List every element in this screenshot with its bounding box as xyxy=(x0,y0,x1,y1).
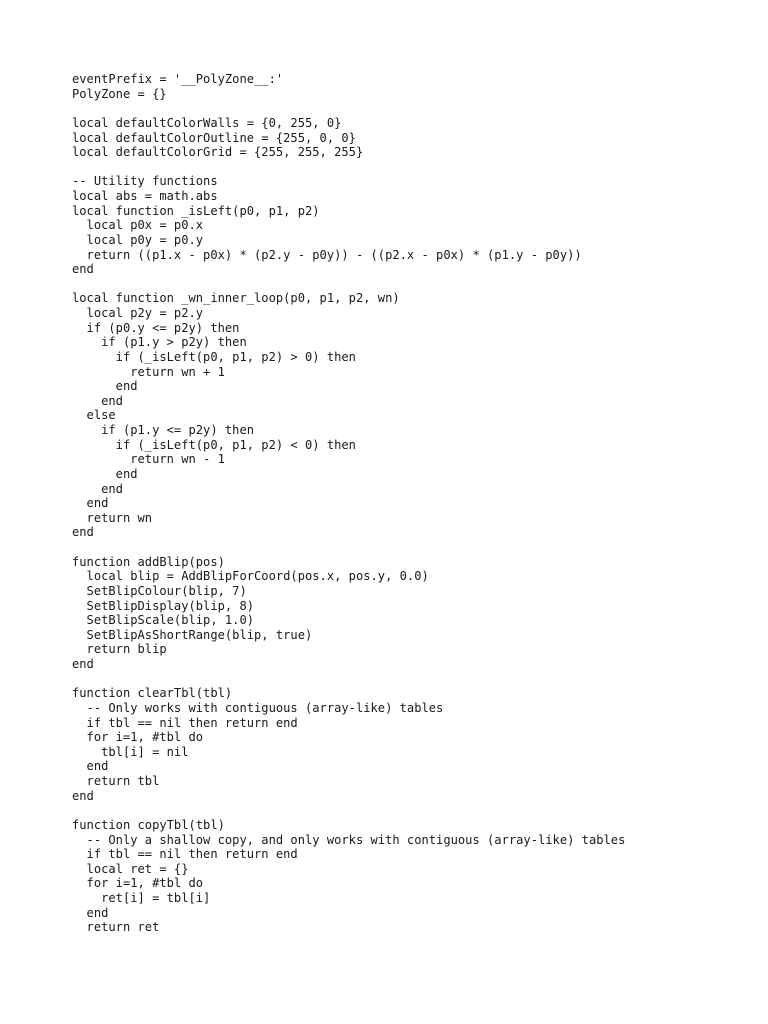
code-line: SetBlipDisplay(blip, 8) xyxy=(72,598,255,613)
code-line: return ((p1.x - p0x) * (p2.y - p0y)) - ((p2.x - p0x) * (p1.y - p0y)) xyxy=(72,247,582,262)
code-line: end xyxy=(72,393,123,408)
code-line: return blip xyxy=(72,642,167,657)
code-line: else xyxy=(72,408,116,423)
code-line: end xyxy=(72,759,109,774)
code-line: -- Utility functions xyxy=(72,174,218,189)
code-line: local abs = math.abs xyxy=(72,189,218,203)
code-line: local defaultColorOutline = {255, 0, 0} xyxy=(72,130,356,145)
code-line: return wn - 1 xyxy=(72,452,225,467)
code-line: for i=1, #tbl do xyxy=(72,876,204,891)
code-line: if tbl == nil then return end xyxy=(72,847,298,862)
code-line: PolyZone = {} xyxy=(72,86,167,101)
code-line: local defaultColorGrid = {255, 255, 255} xyxy=(72,145,364,160)
code-line: end xyxy=(72,496,109,511)
code-line xyxy=(72,101,625,116)
code-line: if (_isLeft(p0, p1, p2) < 0) then xyxy=(72,437,356,452)
code-line: function addBlip(pos) xyxy=(72,554,225,569)
code-line: return wn xyxy=(72,510,153,525)
code-line: local blip = AddBlipForCoord(pos.x, pos.y, 0.0) xyxy=(72,569,429,584)
code-line: end xyxy=(72,905,109,920)
code-line: local function _wn_inner_loop(p0, p1, p2, wn) xyxy=(72,291,400,306)
code-line: local p2y = p2.y xyxy=(72,306,204,320)
code-line: function copyTbl(tbl) xyxy=(72,817,225,832)
code-line: return ret xyxy=(72,920,160,935)
code-line: local ret = {} xyxy=(72,861,189,876)
code-line: if (p1.y > p2y) then xyxy=(72,335,247,350)
code-line: if (p0.y <= p2y) then xyxy=(72,320,240,335)
code-line xyxy=(72,672,625,687)
code-line: local defaultColorWalls = {0, 255, 0} xyxy=(72,115,342,130)
code-line: end xyxy=(72,788,94,803)
code-line: local p0x = p0.x xyxy=(72,218,204,233)
code-line: local function _isLeft(p0, p1, p2) xyxy=(72,203,320,218)
code-line: end xyxy=(72,379,138,394)
code-line xyxy=(72,277,625,292)
code-line: ret[i] = tbl[i] xyxy=(72,891,211,905)
code-line: end xyxy=(72,466,138,481)
code-line: end xyxy=(72,525,94,540)
code-line: if (_isLeft(p0, p1, p2) > 0) then xyxy=(72,349,356,364)
code-line: if (p1.y <= p2y) then xyxy=(72,423,255,437)
code-line: return wn + 1 xyxy=(72,364,225,379)
code-line: end xyxy=(72,481,123,496)
code-line: end xyxy=(72,657,94,671)
code-line: SetBlipAsShortRange(blip, true) xyxy=(72,627,313,642)
code-line: eventPrefix = '__PolyZone__:' xyxy=(72,72,284,86)
code-line xyxy=(72,540,625,555)
code-line xyxy=(72,803,625,818)
code-line: SetBlipColour(blip, 7) xyxy=(72,583,247,598)
code-line: return tbl xyxy=(72,774,160,788)
code-line: SetBlipScale(blip, 1.0) xyxy=(72,613,255,628)
code-line: function clearTbl(tbl) xyxy=(72,686,233,701)
code-line: for i=1, #tbl do xyxy=(72,730,204,745)
code-line: end xyxy=(72,262,94,277)
code-line: if tbl == nil then return end xyxy=(72,715,298,730)
code-line: tbl[i] = nil xyxy=(72,744,189,759)
code-line: -- Only a shallow copy, and only works with contiguous (array-like) tables xyxy=(72,832,626,847)
code-listing xyxy=(72,72,625,935)
code-line: local p0y = p0.y xyxy=(72,232,204,247)
code-line: -- Only works with contiguous (array-like) tables xyxy=(72,700,444,715)
code-line xyxy=(72,160,625,175)
